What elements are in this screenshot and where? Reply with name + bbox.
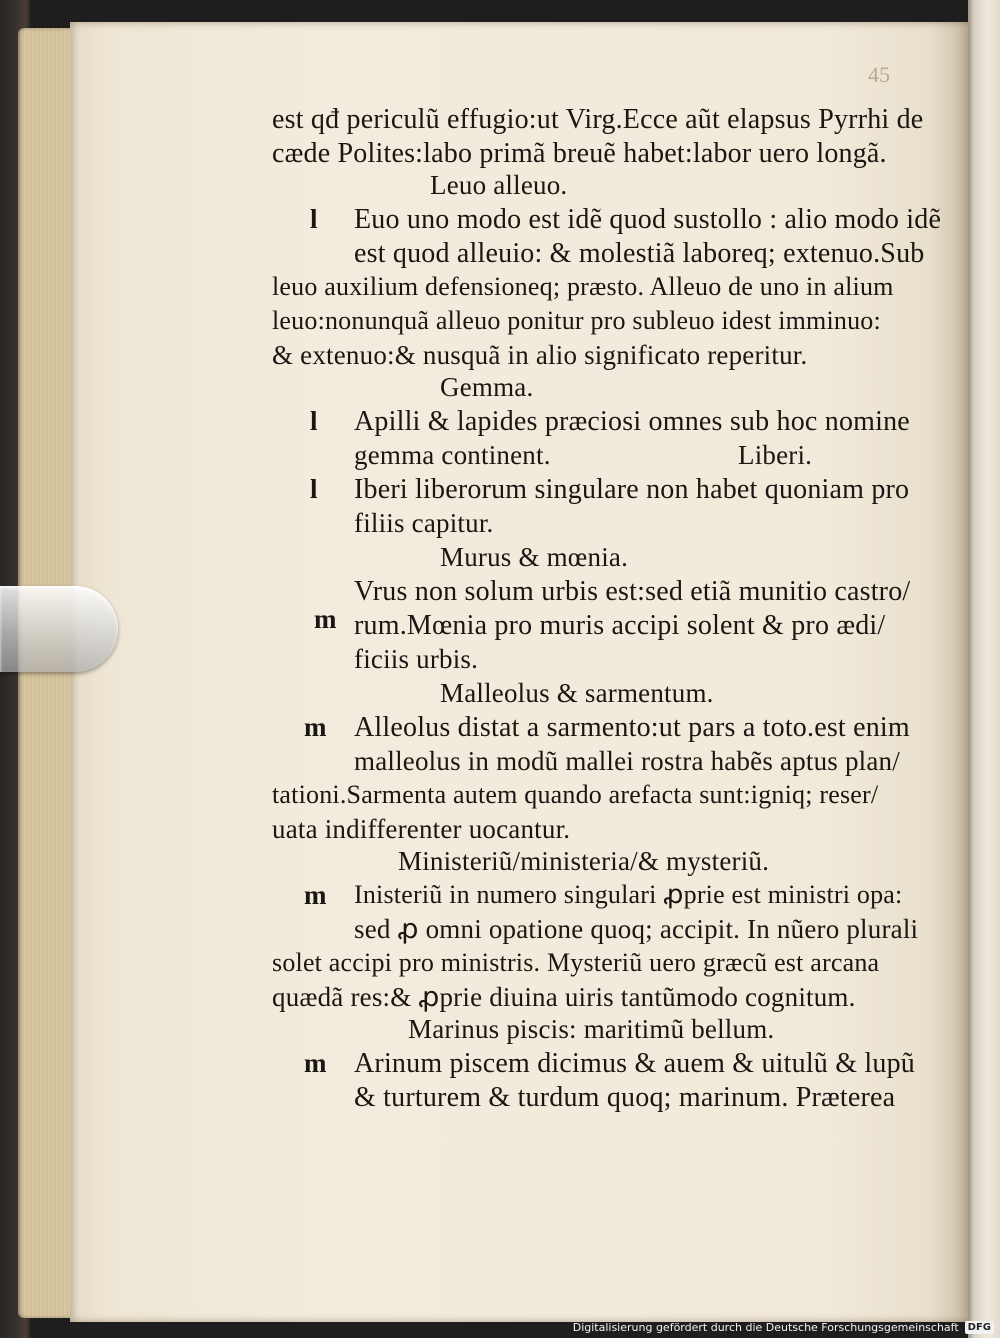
text-line: leuo:nonunquã alleuo ponitur pro subleuo idest imminuo: xyxy=(272,306,881,335)
guide-letter: m xyxy=(304,1048,327,1078)
guide-letter: m xyxy=(304,712,327,742)
text-line: sed ꝓ omni opatione quoq; accipit. In nũero plurali xyxy=(354,914,919,944)
text-line: rum.Mœnia pro muris accipi solent & pro ædi/ xyxy=(354,610,886,641)
guide-letter: m xyxy=(314,604,337,634)
text-line: leuo auxilium defensioneq; præsto. Alleuo de uno in alium xyxy=(272,272,894,301)
digitization-credit xyxy=(573,1321,994,1334)
folio-number: 45 xyxy=(868,62,890,87)
section-heading: Liberi. xyxy=(738,440,813,470)
text-line: uata indifferenter uocantur. xyxy=(272,814,571,844)
text-line: solet accipi pro ministris. Mysteriũ uero græcũ est arcana xyxy=(272,948,880,977)
text-line: Alleolus distat a sarmento:ut pars a toto.est enim xyxy=(354,712,910,743)
text-line: Vrus non solum urbis est:sed etiã munitio castro/ xyxy=(354,576,911,607)
text-line: tationi.Sarmenta autem quando arefacta sunt:igniq; reser/ xyxy=(272,780,879,809)
text-line: quædã res:& ꝓprie diuina uiris tantũmodo cognitum. xyxy=(272,982,856,1012)
guide-letter: l xyxy=(310,474,318,504)
text-line: est qđ periculũ effugio:ut Virg.Ecce aũt elapsus Pyrrhi de xyxy=(272,104,924,135)
text-line: ficiis urbis. xyxy=(354,644,479,674)
dfg-logo: DFG xyxy=(965,1321,994,1334)
credit-text: Digitalisierung gefördert durch die Deutsche Forschungsgemeinschaft xyxy=(572,1321,959,1334)
text-line: Arinum piscem dicimus & auem & uitulũ & lupũ xyxy=(354,1048,915,1079)
text-line: gemma continent. xyxy=(354,440,551,470)
guide-letter: l xyxy=(310,406,318,436)
text-line: & turturem & turdum quoq; marinum. Præterea xyxy=(354,1082,896,1113)
guide-letter: l xyxy=(310,204,318,234)
section-heading: Gemma. xyxy=(440,372,534,402)
section-heading: Marinus piscis: maritimũ bellum. xyxy=(408,1014,775,1044)
section-heading: Leuo alleuo. xyxy=(430,170,568,200)
section-heading: Ministeriũ/ministeria/& mysteriũ. xyxy=(398,846,770,876)
guide-letter: m xyxy=(304,880,327,910)
text-line: est quod alleuio: & molestiã laboreq; extenuo.Sub xyxy=(354,238,925,269)
text-line: malleolus in modũ mallei rostra habẽs aptus plan/ xyxy=(354,746,900,776)
text-line: cæde Polites:labo primã breuẽ habet:labor uero longã. xyxy=(272,138,887,169)
text-line: Euo uno modo est idẽ quod sustollo : alio modo idẽ xyxy=(354,204,942,235)
section-heading: Murus & mœnia. xyxy=(440,542,629,572)
text-line: filiis capitur. xyxy=(354,508,494,538)
text-line: Inisteriũ in numero singulari ꝓprie est ministri opa: xyxy=(354,880,903,909)
text-line: Iberi liberorum singulare non habet quoniam pro xyxy=(354,474,910,505)
text-line: Apilli & lapides præciosi omnes sub hoc nomine xyxy=(354,406,910,437)
section-heading: Malleolus & sarmentum. xyxy=(440,678,714,708)
text-line: & extenuo:& nusquã in alio significato reperitur. xyxy=(272,340,808,370)
